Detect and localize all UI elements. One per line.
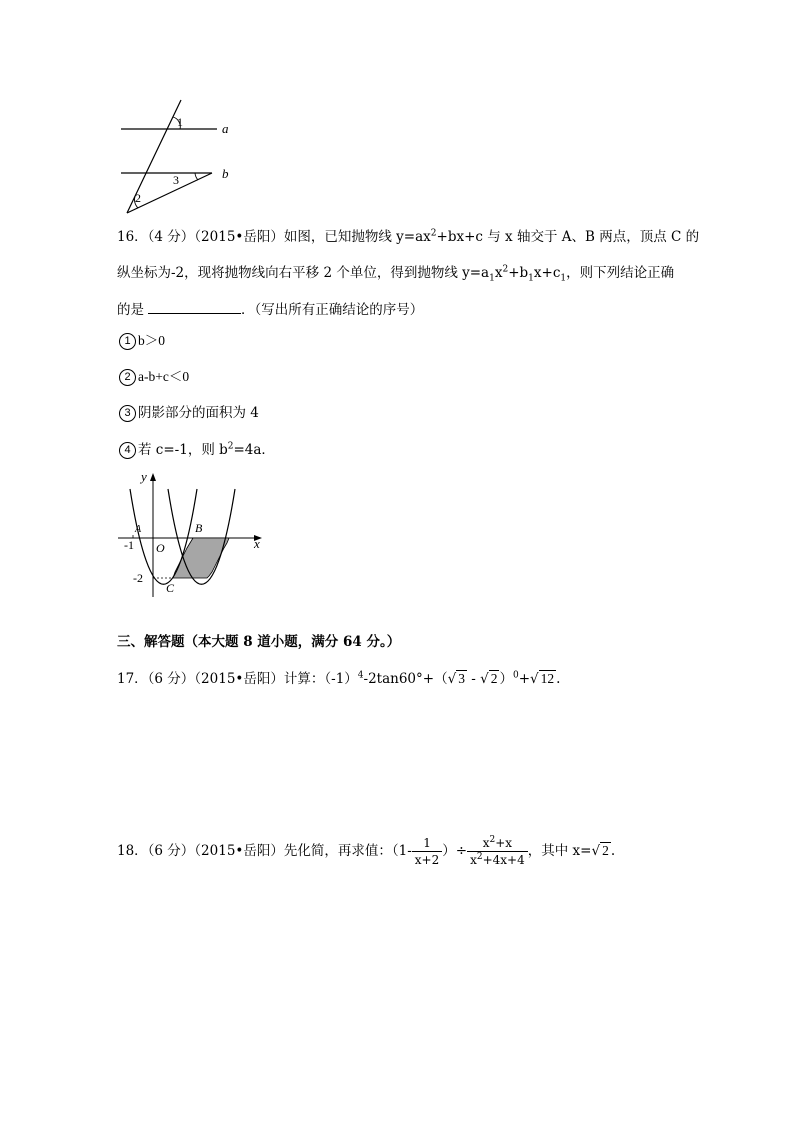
answer-blank[interactable] (148, 300, 241, 314)
parabola-figure (115, 465, 270, 600)
option-marker: 3 (119, 405, 136, 422)
line-a-label: a (222, 121, 229, 136)
q16-line-2: 纵坐标为-2，现将抛物线向右平移 2 个单位，得到抛物线 $y=a_1x^2+b_1x+c_1$，则下列结论正确 (117, 264, 675, 284)
point-b-label: B (195, 521, 203, 535)
angle-2-label: 2 (135, 191, 141, 205)
option-marker: 4 (119, 442, 136, 459)
sqrt-symbol: √ (591, 843, 601, 859)
q16-option-2: 2 a-b+c＜0 (119, 368, 189, 386)
q17: 17．（6 分）（2015•岳阳）计算：$(-1)^4-2\tan 60^\circ+(√$ 3 - √ 2 ）$^0$+√ 12 . (117, 670, 561, 687)
q18: 18．（6 分）（2015•岳阳）先化简，再求值：（1- $\frac{1}{x+2}$ ）÷ $\frac{x^2+x}{x^2+4x+4}$ ，其中 x=√ 2 . (117, 835, 616, 867)
y-axis-arrow (150, 473, 156, 481)
angle-3-label: 3 (173, 173, 179, 187)
q16-line-3: 的是 ．（写出所有正确结论的序号） (117, 302, 424, 318)
fraction-2: $\frac{x^2+x}{x^2+4x+4}$ (467, 835, 528, 868)
q16-line-1: 16．（4 分）（2015•岳阳）如图，已知抛物线 $y=ax^2+bx+c$ 与 x 轴交于 A、B 两点，顶点 C 的 (117, 228, 700, 245)
q16-option-3: 3 阴影部分的面积为 4 (119, 404, 259, 422)
q16-option-4: 4 若 c=-1，则 $b^2=4a$． (119, 441, 275, 459)
sqrt-symbol: √ (447, 671, 457, 687)
sqrt-symbol: √ (480, 671, 489, 687)
angle-1-label: 1 (177, 115, 183, 129)
parallel-lines-figure (110, 95, 260, 220)
sqrt-symbol: √ (530, 671, 539, 687)
fraction-1: $\frac{1}{x+2}$ (412, 835, 442, 868)
point-a-label: A (135, 524, 142, 535)
angle-3-arc (195, 173, 198, 180)
origin-label: O (156, 541, 165, 555)
point-c-label: C (166, 581, 175, 595)
section-3-heading: 三、解答题（本大题 8 道小题，满分 64 分。） (117, 634, 401, 650)
x-label: x (254, 536, 260, 551)
option-marker: 2 (119, 369, 136, 386)
tick-minus-2: -2 (133, 571, 143, 585)
line-b-label: b (222, 166, 229, 181)
tick-minus-1: -1 (124, 538, 134, 552)
y-label: y (141, 469, 147, 484)
q16-option-1: 1 b＞0 (119, 332, 165, 350)
option-marker: 1 (119, 333, 136, 350)
